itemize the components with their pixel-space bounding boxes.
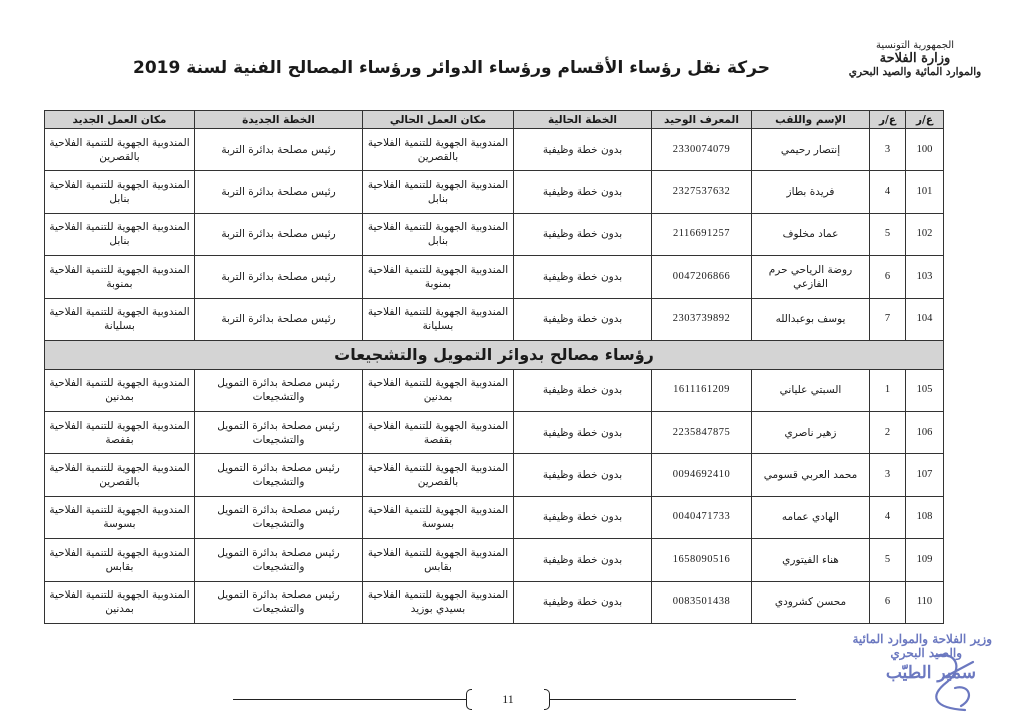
serial-cell: 102 <box>906 213 944 255</box>
serial-cell: 107 <box>906 454 944 496</box>
name-cell: يوسف بوعبدالله <box>752 298 870 340</box>
table-row <box>45 539 944 581</box>
name-cell: محسن كشرودي <box>752 581 870 623</box>
order-cell: 5 <box>870 213 906 255</box>
signature-subtitle-line: والصيد البحري <box>890 646 962 660</box>
current-place-cell: المندوبية الجهوية للتنمية الفلاحية بمدنين <box>363 369 514 411</box>
table-row <box>45 454 944 496</box>
order-cell: 5 <box>870 539 906 581</box>
id-cell: 0040471733 <box>652 496 752 538</box>
current-plan-cell: بدون خطة وظيفية <box>514 171 652 213</box>
col-header-id: المعرف الوحيد <box>652 111 752 129</box>
order-cell: 2 <box>870 411 906 453</box>
serial-cell: 101 <box>906 171 944 213</box>
col-header-current-plan: الخطة الحالية <box>514 111 652 129</box>
new-plan-cell: رئيس مصلحة بدائرة التمويل والتشجيعات <box>195 454 363 496</box>
new-place-cell: المندوبية الجهوية للتنمية الفلاحية بمنوبة <box>45 256 195 298</box>
section-title: رؤساء مصالح بدوائر التمويل والتشجيعات <box>45 340 944 369</box>
current-place-cell: المندوبية الجهوية للتنمية الفلاحية بسيدي بوزيد <box>363 581 514 623</box>
ministry-name: وزارة الفلاحة <box>879 51 951 66</box>
new-plan-cell: رئيس مصلحة بدائرة التربة <box>195 213 363 255</box>
current-plan-cell: بدون خطة وظيفية <box>514 411 652 453</box>
serial-cell: 105 <box>906 369 944 411</box>
ministry-header <box>840 40 990 78</box>
new-place-cell: المندوبية الجهوية للتنمية الفلاحية بالقصرين <box>45 129 195 171</box>
current-plan-cell: بدون خطة وظيفية <box>514 213 652 255</box>
new-place-cell: المندوبية الجهوية للتنمية الفلاحية بسليانة <box>45 298 195 340</box>
new-plan-cell: رئيس مصلحة بدائرة التربة <box>195 129 363 171</box>
serial-cell: 100 <box>906 129 944 171</box>
col-header-serial: ع/ر <box>906 111 944 129</box>
current-plan-cell: بدون خطة وظيفية <box>514 256 652 298</box>
serial-cell: 108 <box>906 496 944 538</box>
name-cell: الهادي عمامه <box>752 496 870 538</box>
current-plan-cell: بدون خطة وظيفية <box>514 539 652 581</box>
order-cell: 7 <box>870 298 906 340</box>
new-plan-cell: رئيس مصلحة بدائرة التمويل والتشجيعات <box>195 369 363 411</box>
current-plan-cell: بدون خطة وظيفية <box>514 129 652 171</box>
id-cell: 2116691257 <box>652 213 752 255</box>
name-cell: السبتي علياني <box>752 369 870 411</box>
signature-name: سمير الطيّب <box>885 663 976 683</box>
name-cell: محمد العربي قسومي <box>752 454 870 496</box>
current-plan-cell: بدون خطة وظيفية <box>514 581 652 623</box>
page-number: 11 <box>466 688 550 710</box>
order-cell: 3 <box>870 454 906 496</box>
id-cell: 0083501438 <box>652 581 752 623</box>
serial-cell: 103 <box>906 256 944 298</box>
current-place-cell: المندوبية الجهوية للتنمية الفلاحية بسليانة <box>363 298 514 340</box>
name-cell: زهير ناصري <box>752 411 870 453</box>
current-place-cell: المندوبية الجهوية للتنمية الفلاحية بقابس <box>363 539 514 581</box>
order-cell: 6 <box>870 581 906 623</box>
table-row <box>45 369 944 411</box>
new-plan-cell: رئيس مصلحة بدائرة التمويل والتشجيعات <box>195 496 363 538</box>
col-header-name: الإسم واللقب <box>752 111 870 129</box>
document-title: حركة نقل رؤساء الأقسام ورؤساء الدوائر ورؤساء المصالح الفنية لسنة 2019 <box>133 58 770 78</box>
signature-title-line: وزير الفلاحة والموارد المائية <box>852 632 992 646</box>
order-cell: 4 <box>870 171 906 213</box>
id-cell: 2303739892 <box>652 298 752 340</box>
id-cell: 1658090516 <box>652 539 752 581</box>
current-place-cell: المندوبية الجهوية للتنمية الفلاحية بالقصرين <box>363 129 514 171</box>
signature-scribble <box>925 648 985 718</box>
new-plan-cell: رئيس مصلحة بدائرة التربة <box>195 298 363 340</box>
col-header-new-plan: الخطة الجديدة <box>195 111 363 129</box>
table-row <box>45 581 944 623</box>
new-plan-cell: رئيس مصلحة بدائرة التمويل والتشجيعات <box>195 539 363 581</box>
new-place-cell: المندوبية الجهوية للتنمية الفلاحية بمدنين <box>45 581 195 623</box>
order-cell: 4 <box>870 496 906 538</box>
serial-cell: 104 <box>906 298 944 340</box>
republic-line: الجمهورية التونسية <box>875 40 955 51</box>
current-place-cell: المندوبية الجهوية للتنمية الفلاحية بنابل <box>363 213 514 255</box>
name-cell: هناء الفيتوري <box>752 539 870 581</box>
table-row <box>45 496 944 538</box>
current-plan-cell: بدون خطة وظيفية <box>514 298 652 340</box>
table-row <box>45 129 944 171</box>
order-cell: 1 <box>870 369 906 411</box>
new-plan-cell: رئيس مصلحة بدائرة التمويل والتشجيعات <box>195 581 363 623</box>
current-place-cell: المندوبية الجهوية للتنمية الفلاحية بمنوبة <box>363 256 514 298</box>
new-plan-cell: رئيس مصلحة بدائرة التمويل والتشجيعات <box>195 411 363 453</box>
transfer-table <box>44 110 944 624</box>
order-cell: 6 <box>870 256 906 298</box>
name-cell: روضة الرياحي حرم الفازعي <box>752 256 870 298</box>
new-plan-cell: رئيس مصلحة بدائرة التربة <box>195 171 363 213</box>
col-header-new-place: مكان العمل الجديد <box>45 111 195 129</box>
current-plan-cell: بدون خطة وظيفية <box>514 369 652 411</box>
id-cell: 0047206866 <box>652 256 752 298</box>
id-cell: 0094692410 <box>652 454 752 496</box>
table-row <box>45 298 944 340</box>
table-row <box>45 256 944 298</box>
order-cell: 3 <box>870 129 906 171</box>
new-place-cell: المندوبية الجهوية للتنمية الفلاحية بمدنين <box>45 369 195 411</box>
new-place-cell: المندوبية الجهوية للتنمية الفلاحية بسوسة <box>45 496 195 538</box>
new-place-cell: المندوبية الجهوية للتنمية الفلاحية بقابس <box>45 539 195 581</box>
id-cell: 1611161209 <box>652 369 752 411</box>
serial-cell: 106 <box>906 411 944 453</box>
table-row <box>45 171 944 213</box>
id-cell: 2330074079 <box>652 129 752 171</box>
table-row <box>45 411 944 453</box>
name-cell: إنتصار رحيمي <box>752 129 870 171</box>
current-place-cell: المندوبية الجهوية للتنمية الفلاحية بسوسة <box>363 496 514 538</box>
table-header-row <box>45 111 944 129</box>
name-cell: عماد مخلوف <box>752 213 870 255</box>
current-place-cell: المندوبية الجهوية للتنمية الفلاحية بقفصة <box>363 411 514 453</box>
new-place-cell: المندوبية الجهوية للتنمية الفلاحية بنابل <box>45 171 195 213</box>
current-place-cell: المندوبية الجهوية للتنمية الفلاحية بالقصرين <box>363 454 514 496</box>
serial-cell: 110 <box>906 581 944 623</box>
ministry-subname: والموارد المائية والصيد البحري <box>848 66 982 78</box>
current-plan-cell: بدون خطة وظيفية <box>514 454 652 496</box>
new-place-cell: المندوبية الجهوية للتنمية الفلاحية بالقصرين <box>45 454 195 496</box>
current-place-cell: المندوبية الجهوية للتنمية الفلاحية بنابل <box>363 171 514 213</box>
section-header-row <box>45 340 944 369</box>
id-cell: 2327537632 <box>652 171 752 213</box>
name-cell: فريدة بطاز <box>752 171 870 213</box>
current-plan-cell: بدون خطة وظيفية <box>514 496 652 538</box>
new-place-cell: المندوبية الجهوية للتنمية الفلاحية بنابل <box>45 213 195 255</box>
col-header-current-place: مكان العمل الحالي <box>363 111 514 129</box>
serial-cell: 109 <box>906 539 944 581</box>
new-plan-cell: رئيس مصلحة بدائرة التربة <box>195 256 363 298</box>
id-cell: 2235847875 <box>652 411 752 453</box>
new-place-cell: المندوبية الجهوية للتنمية الفلاحية بقفصة <box>45 411 195 453</box>
table-row <box>45 213 944 255</box>
col-header-order: ع/ر <box>870 111 906 129</box>
